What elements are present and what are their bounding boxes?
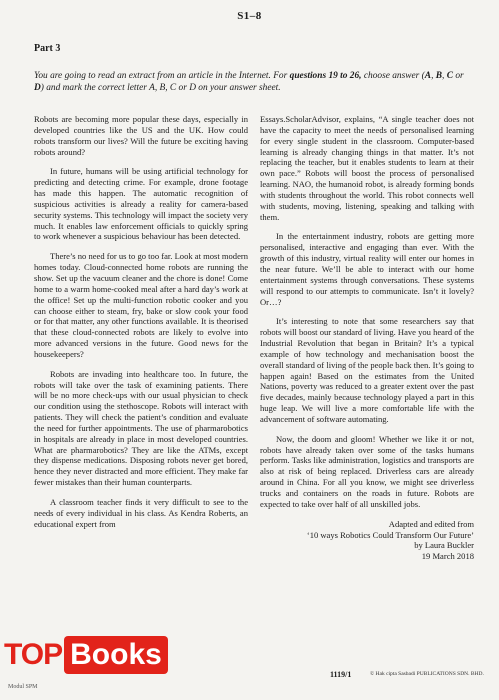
instructions-mid: choose answer ( — [361, 71, 425, 81]
paper-code: 1119/1 — [330, 670, 352, 679]
instructions-or: or — [452, 71, 464, 81]
paragraph: A classroom teacher finds it very difficult to see to the needs of every individual in his class. As Kendra Roberts, an educational expert from — [34, 497, 248, 529]
instructions-suffix: ) and mark the correct letter A, B, C or D on your answer sheet. — [40, 83, 281, 93]
instructions-bold-a: A — [424, 71, 432, 81]
logo-top-text: TOP — [4, 638, 63, 671]
paragraph: Robots are invading into healthcare too. In future, the robots will take over the task of examining patients. There will be no more check-ups with our usual physician to check our condition using the stethoscope. Robots will interact with patients. They will check the patient’s condition and evaluate the need for further appointments. The use of pharmarobotics in hospitals are already in place in most developed countries. What are pharmarobotics? They are like the ATMs, except they dispense medications. Disposing robots never get bored, hence they never distracted and more efficient. They make far fewer mistakes than their human counterparts. — [34, 368, 248, 488]
part-title: Part 3 — [34, 43, 61, 54]
paragraph: In future, humans will be using artificial technology for predicting and detecting crime. For example, drone footage has made this happen. The automatic recognition of suspicious activities is already a reality for camera-based security systems. This technology will impact the society very much. It enables law enforcement officials to quickly spring to work whenever a suspicious behaviour has been detected. — [34, 166, 248, 242]
paragraph: There’s no need for us to go too far. Look at most modern homes today. Cloud-connected home robots are running the show. Set up the vacuum cleaner and the chore is done! Come home to a warm home-cooked meal after a hard day’s work at the office! Set up the multi-function robotic cooker and you can choose either to steam, fry, bake or slow cook your food or for that matter, any other functions available. It is theorised that these cloud-connected robots are likely to evolve into more advanced versions in the future. Good news for the housekeepers? — [34, 251, 248, 359]
right-column — [260, 114, 474, 634]
paragraph: It’s interesting to note that some researchers say that robots will boost our standard of living. Have you heard of the Industrial Revolution that began in Britain? It’s a typical example of how technology and mechanisation boost the overall standard of living of the people back then. It’s going to happen again! Based on the estimates from the United Nations, poverty was reduced to a greater extent over the past five decades, mainly because technology played a part in this huge leap. We will live a more comfortable life with the advancement of software automating. — [260, 316, 474, 424]
article-body — [34, 114, 474, 634]
instructions-bold-d: D — [34, 83, 41, 93]
model-label: Modul SPM — [8, 684, 38, 690]
paragraph: Robots are becoming more popular these days, especially in developed countries like the US and the UK. How could robots transform our lives? Will the future be exciting having robots around? — [34, 114, 248, 157]
paragraph: In the entertainment industry, robots are getting more personalised, interactive and engaging than ever. With the growth of this industry, virtual reality will enter our homes in the near future. We’ll be able to interact with our home entertainment systems through conversations. These systems will respond to our attempts to communicate. Isn’t it lovely? Or…? — [260, 231, 474, 307]
publisher-notice: © Hak cipta Sasbadi PUBLICATIONS SDN. BHD. — [370, 671, 484, 677]
article-source — [260, 519, 474, 562]
left-column — [34, 114, 248, 634]
source-title: ‘10 ways Robotics Could Transform Our Future’ — [306, 529, 474, 540]
topbooks-watermark-logo — [4, 630, 180, 680]
paragraph: Essays.ScholarAdvisor, explains, “A single teacher does not have the capacity to meet the needs of personalised learning for every single student in the classroom. Computer-based learning is already changing things in that matter. It’s not replacing the teacher, but it enables students to learn at their own pace.” Robots will boost the process of personalised learning. NAO, the humanoid robot, is already forming bonds with students throughout the world. This robot connects well with students, moving, listening, speaking and talking with them. — [260, 114, 474, 222]
source-line: Adapted and edited from — [388, 518, 474, 529]
instructions-prefix: You are going to read an extract from an article in the Internet. For — [34, 71, 290, 81]
paragraph: Now, the doom and gloom! Whether we like it or not, robots have already taken over some of the tasks humans perform. Tasks like administration, logistics and transports are also at risk of being replaced. Driverless cars are already around in China. For all you know, we might see driverless trucks and containers on the roads in future. Robots are expected to take over half of all unskilled jobs. — [260, 433, 474, 509]
instructions-bold-c: C — [446, 71, 453, 81]
instructions-comma-1: , — [431, 71, 436, 81]
instructions-bold-b: B — [435, 71, 443, 81]
source-author: by Laura Buckler — [414, 540, 474, 551]
instructions-comma-2: , — [442, 71, 447, 81]
logo-books-text: Books — [64, 636, 168, 674]
source-date: 19 March 2018 — [421, 551, 474, 562]
instructions — [34, 70, 474, 94]
instructions-bold-questions: questions 19 to 26, — [289, 71, 362, 81]
page-code: S1–8 — [237, 10, 262, 22]
